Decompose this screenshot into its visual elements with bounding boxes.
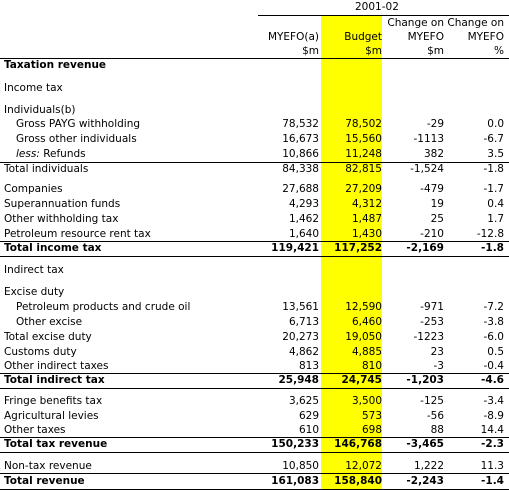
total-rule	[0, 452, 509, 453]
row-label: Companies	[4, 183, 63, 195]
total-rule	[0, 256, 509, 257]
header-period-row	[0, 0, 509, 15]
table-row	[0, 285, 509, 300]
budget-value: 6,460	[351, 316, 382, 328]
table-row	[0, 162, 509, 177]
less-prefix: less:	[16, 148, 40, 160]
table-row	[0, 315, 509, 330]
change-pct-value: -6.0	[483, 331, 504, 343]
myefo-value: 4,862	[288, 346, 319, 358]
change-pct-value: 11.3	[480, 460, 504, 472]
budget-value: 1,487	[351, 213, 382, 225]
row-label: Individuals(b)	[4, 104, 76, 116]
change-pct-value: 14.4	[480, 424, 504, 436]
budget-value: 19,050	[345, 331, 382, 343]
budget-value: 27,209	[345, 183, 382, 195]
table-row	[0, 117, 509, 132]
budget-value: 78,502	[345, 118, 382, 130]
table-row	[0, 437, 509, 452]
change-value: 88	[430, 424, 444, 436]
table-row	[0, 81, 509, 96]
budget-value: 573	[361, 410, 382, 422]
change-value: -210	[420, 228, 444, 240]
change-pct-header-line1: MYEFO	[467, 31, 504, 43]
myefo-value: 629	[298, 410, 319, 422]
total-rule	[0, 388, 509, 389]
myefo-value: 10,866	[282, 148, 319, 160]
row-label: Total excise duty	[4, 331, 92, 343]
myefo-value: 610	[298, 424, 319, 436]
budget-value: 1,430	[351, 228, 382, 240]
row-label: Total tax revenue	[4, 438, 108, 450]
change-value: -1,203	[406, 374, 444, 386]
row-label: Taxation revenue	[4, 59, 107, 71]
header-row-0	[0, 16, 509, 31]
table-row	[0, 423, 509, 438]
change-pct-header-line2: %	[494, 45, 504, 57]
change-value: -2,243	[406, 475, 444, 487]
change-pct-value: -7.2	[483, 301, 504, 313]
myefo-value: 1,640	[288, 228, 319, 240]
myefo-header-line1: MYEFO(a)	[267, 31, 319, 43]
budget-value: 117,252	[334, 242, 382, 254]
change-pct-value: -2.3	[481, 438, 504, 450]
table-row	[0, 227, 509, 242]
change-value: -3	[433, 360, 444, 372]
change-pct-value: 0.4	[487, 198, 504, 210]
change-pct-value: -8.9	[483, 410, 504, 422]
myefo-value: 78,532	[282, 118, 319, 130]
change-m-header-line0: Change on	[387, 17, 444, 29]
budget-value: 158,840	[334, 475, 382, 487]
budget-value: 146,768	[334, 438, 382, 450]
table-row	[0, 474, 509, 489]
change-value: -125	[420, 395, 444, 407]
change-value: -2,169	[406, 242, 444, 254]
row-label: Non-tax revenue	[4, 460, 92, 472]
change-pct-value: -3.8	[483, 316, 504, 328]
table-row	[0, 58, 509, 73]
budget-value: 11,248	[345, 148, 382, 160]
change-value: -253	[420, 316, 444, 328]
myefo-value: 3,625	[288, 395, 319, 407]
change-m-header-line1: MYEFO	[407, 31, 444, 43]
row-label: Indirect tax	[4, 264, 64, 276]
myefo-value: 6,713	[288, 316, 319, 328]
row-label: Fringe benefits tax	[4, 395, 103, 407]
change-pct-value: -1.4	[481, 475, 504, 487]
row-label: Other indirect taxes	[4, 360, 109, 372]
table-row	[0, 459, 509, 474]
budget-value: 82,815	[345, 163, 382, 175]
myefo-header-line2: $m	[302, 45, 319, 57]
myefo-value: 813	[298, 360, 319, 372]
change-value: 1,222	[413, 460, 444, 472]
change-value: -1223	[413, 331, 444, 343]
change-value: 23	[430, 346, 444, 358]
change-value: -479	[420, 183, 444, 195]
change-value: -1113	[413, 133, 444, 145]
table-row	[0, 197, 509, 212]
change-value: -3,465	[406, 438, 444, 450]
table-row	[0, 132, 509, 147]
budget-value: 24,745	[341, 374, 382, 386]
row-label: Excise duty	[4, 286, 65, 298]
budget-value: 3,500	[351, 395, 382, 407]
row-label: Other withholding tax	[4, 213, 119, 225]
table-row	[0, 212, 509, 227]
row-label: Other excise	[16, 316, 83, 328]
row-label: Agricultural levies	[4, 410, 99, 422]
myefo-value: 16,673	[282, 133, 319, 145]
budget-value: 12,590	[345, 301, 382, 313]
table-row	[0, 263, 509, 278]
row-label	[16, 147, 86, 162]
table-row	[0, 409, 509, 424]
change-pct-value: -3.4	[483, 395, 504, 407]
myefo-value: 150,233	[271, 438, 319, 450]
myefo-value: 1,462	[288, 213, 319, 225]
table-row	[0, 147, 509, 162]
myefo-value: 25,948	[278, 374, 319, 386]
change-value: -1,524	[410, 163, 444, 175]
row-label: Other taxes	[4, 424, 66, 436]
row-label: Gross other individuals	[16, 133, 137, 145]
table-row	[0, 394, 509, 409]
myefo-value: 10,850	[282, 460, 319, 472]
budget-value: 12,072	[345, 460, 382, 472]
row-label: Total indirect tax	[4, 374, 105, 386]
change-pct-value: 0.5	[487, 346, 504, 358]
row-label: Customs duty	[4, 346, 77, 358]
table-row	[0, 359, 509, 374]
change-pct-value: -1.7	[483, 183, 504, 195]
myefo-value: 84,338	[282, 163, 319, 175]
row-label: Petroleum resource rent tax	[4, 228, 151, 240]
table-row	[0, 241, 509, 256]
change-pct-value: -6.7	[483, 133, 504, 145]
table-row	[0, 373, 509, 388]
period-label: 2001-02	[355, 1, 399, 13]
row-label: Total revenue	[4, 475, 85, 487]
budget-header-line1: Budget	[344, 31, 382, 43]
header-row-2	[0, 44, 509, 59]
change-pct-header-line0: Change on	[447, 17, 504, 29]
change-pct-value: 1.7	[487, 213, 504, 225]
header-row-1	[0, 30, 509, 45]
table-row	[0, 345, 509, 360]
budget-header-line2: $m	[365, 45, 382, 57]
budget-value: 15,560	[345, 133, 382, 145]
myefo-value: 4,293	[288, 198, 319, 210]
row-label: Income tax	[4, 82, 63, 94]
row-label: Superannuation funds	[4, 198, 121, 210]
change-value: -56	[426, 410, 444, 422]
change-m-header-line2: $m	[427, 45, 444, 57]
row-label: Total individuals	[4, 163, 89, 175]
change-pct-value: -12.8	[476, 228, 504, 240]
change-pct-value: -1.8	[483, 163, 504, 175]
budget-value: 810	[361, 360, 382, 372]
table-row	[0, 330, 509, 345]
change-pct-value: 3.5	[487, 148, 504, 160]
budget-value: 4,885	[351, 346, 382, 358]
change-value: 382	[423, 148, 444, 160]
change-value: 19	[430, 198, 444, 210]
row-label: Petroleum products and crude oil	[16, 301, 191, 313]
change-pct-value: -0.4	[483, 360, 504, 372]
myefo-value: 119,421	[271, 242, 319, 254]
change-pct-value: 0.0	[487, 118, 504, 130]
row-label: Total income tax	[4, 242, 102, 254]
myefo-value: 13,561	[282, 301, 319, 313]
myefo-value: 20,273	[282, 331, 319, 343]
table-row	[0, 300, 509, 315]
table-row	[0, 103, 509, 118]
change-value: -29	[426, 118, 444, 130]
row-label: Gross PAYG withholding	[16, 118, 141, 130]
budget-value: 4,312	[351, 198, 382, 210]
myefo-value: 27,688	[282, 183, 319, 195]
change-value: 25	[430, 213, 444, 225]
change-pct-value: -1.8	[481, 242, 504, 254]
budget-value: 698	[361, 424, 382, 436]
myefo-value: 161,083	[271, 475, 319, 487]
change-value: -971	[420, 301, 444, 313]
table-row	[0, 182, 509, 197]
change-pct-value: -4.6	[481, 374, 504, 386]
row-label-text: Refunds	[39, 148, 86, 160]
